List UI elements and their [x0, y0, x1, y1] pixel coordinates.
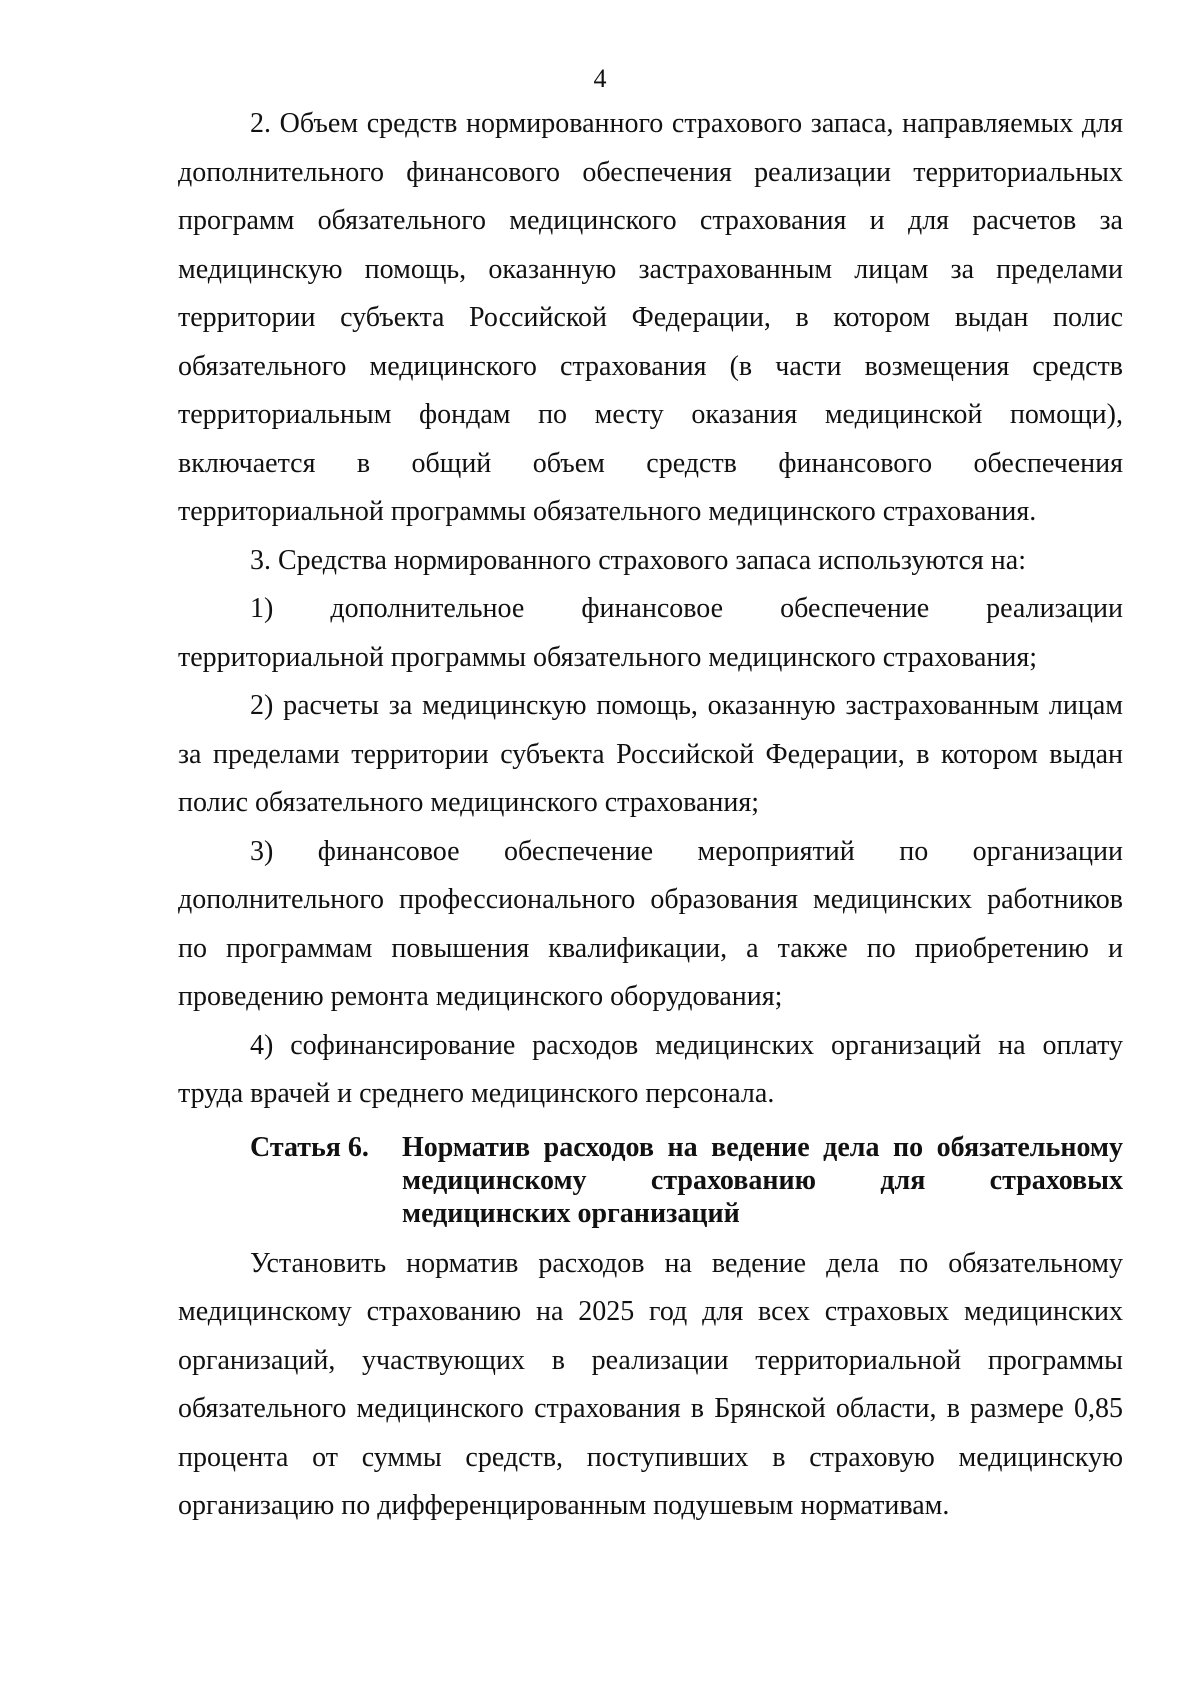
article-label: Статья 6.: [250, 1131, 369, 1163]
list-item-1: 1) дополнительное финансовое обеспечение реализации территориальной программы обязательного медицинского страхования;: [178, 593, 1123, 673]
paragraph-3: 3. Средства нормированного страхового запаса используются на:: [250, 544, 1027, 576]
article-6-paragraph: Установить норматив расходов на ведение дела по обязательному медицинскому страхованию на 2025 год для всех страховых медицинских организаций, участвующих в реализации территориальной программы обязательного медицинского страхования в Брянской области, в размере 0,85 процента от суммы средств, поступивших в страховую медицинскую организацию по дифференцированным подушевым нормативам.: [178, 1247, 1123, 1521]
list-item-3: 3) финансовое обеспечение мероприятий по организации дополнительного профессионального образования медицинских работников по программам повышения квалификации, а также по приобретению и проведению ремонта медицинского оборудования;: [178, 835, 1123, 1012]
article-heading: [250, 1131, 1123, 1230]
article-title: Норматив расходов на ведение дела по обязательному медицинскому страхованию для страховых медицинских организаций: [402, 1131, 1123, 1229]
list-item-2: 2) расчеты за медицинскую помощь, оказанную застрахованным лицам за пределами территории субъекта Российской Федерации, в котором выдан полис обязательного медицинского страхования;: [178, 690, 1123, 818]
list-item-4: 4) софинансирование расходов медицинских организаций на оплату труда врачей и среднего медицинского персонала.: [178, 1029, 1123, 1109]
page-number: 4: [593, 64, 607, 93]
paragraph-2: 2. Объем средств нормированного страхового запаса, направляемых для дополнительного финансового обеспечения реализации территориальных программ обязательного медицинского страхования и для расчетов за медицинскую помощь, оказанную застрахованным лицам за пределами территории субъекта Российской Федерации, в котором выдан полис обязательного медицинского страхования (в части возмещения средств территориальным фондам по месту оказания медицинской помощи), включается в общий объем средств финансового обеспечения территориальной программы обязательного медицинского страхования.: [178, 108, 1123, 527]
document-body: [178, 100, 1123, 1531]
